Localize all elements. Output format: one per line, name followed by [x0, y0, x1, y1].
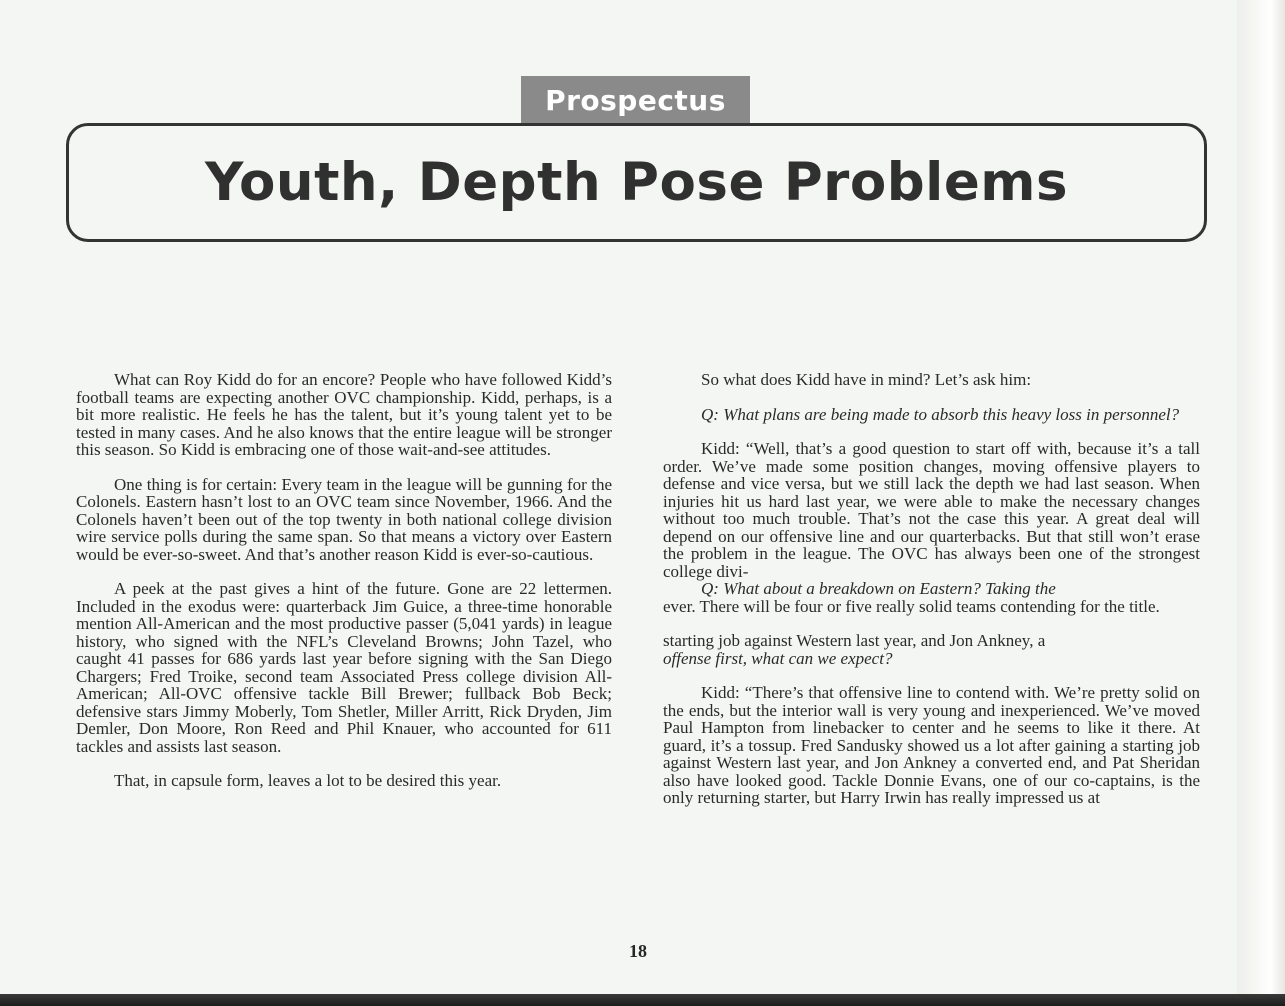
paragraph: That, in capsule form, leaves a lot to be desired this year.	[114, 771, 502, 790]
question: Q: What plans are being made to absorb this heavy loss in personnel?	[701, 404, 1180, 424]
answer-paragraph: Kidd: “Well, that’s a good question to start off with, because it’s a tall order. We’ve made some position changes, moving offensive players to defense and vice versa, but we still lack the depth we had last season. When injuries hit us hard last year, we were able to make the necessary changes without too much trouble. That’s not the case this year. A great deal will depend on our offensive line and our quarterbacks. But that still won’t erase the problem in the league. The OVC has always been one of the strongest college divi-	[663, 439, 1200, 581]
headline: Youth, Depth Pose Problems	[204, 152, 1069, 213]
question: Q: What about a breakdown on Eastern? Taking the	[701, 579, 1056, 598]
answer-paragraph: Kidd: “There’s that offensive line to contend with. We’re pretty solid on the ends, but the interior wall is very young and inexperienced. We’ve moved Paul Hampton from linebacker to center and he seems to like it there. At guard, it’s a tossup. Fred Sandusky showed us a lot after gaining a starting job against Western last year, and Jon Ankney a converted end, and Pat Sheridan also have looked good. Tackle Donnie Evans, one of our co-captains, is the only returning starter, but Harry Irwin has really impressed us at	[663, 683, 1200, 807]
paragraph: A peek at the past gives a hint of the future. Gone are 22 lettermen. Included in the exodus were: quarterback Jim Guice, a three-time honorable mention All-American and the most productive passer (5,041 yards) in league history, who signed with the NFL’s Cleveland Browns; John Tazel, who caught 41 passes for 686 yards last year before signing with the San Diego Chargers; Fred Troike, second team Associated Press college division All-American; All-OVC offensive tackle Bill Brewer; fullback Bob Beck; defensive stars Jimmy Moberly, Tom Shetler, Miller Arritt, Rick Dryden, Jim Demler, Don Moore, Ron Reed and Phil Knauer, who accounted for 611 tackles and assists last season.	[76, 579, 612, 756]
paragraph: One thing is for certain: Every team in the league will be gunning for the Colonels. Eastern hasn’t lost to an OVC team since November, 1966. And the Colonels haven’t been out of the top twenty in both national college division wire service polls during the same span. So that means a victory over Eastern would be ever-so-sweet. And that’s another reason Kidd is ever-so-cautious.	[76, 474, 612, 564]
left-column	[76, 371, 612, 790]
question: offense first, what can we expect?	[663, 648, 893, 668]
page-spine-shadow	[1237, 0, 1285, 1006]
paragraph: starting job against Western last year, and Jon Ankney, a	[663, 631, 1046, 650]
paragraph: ever. There will be four or five really solid teams contending for the title.	[663, 596, 1160, 616]
paragraph: What can Roy Kidd do for an encore? People who have followed Kidd’s football teams are expecting another OVC championship. Kidd, perhaps, is a bit more realistic. He feels he has the talent, but it’s young talent yet to be tested in many cases. And he also knows that the entire league will be stronger this season. So Kidd is embracing one of those wait-and-see attitudes.	[76, 370, 612, 459]
page-number: 18	[629, 941, 647, 961]
page-bottom-edge	[0, 994, 1285, 1006]
section-tab: Prospectus	[521, 76, 750, 126]
paragraph: So what does Kidd have in mind? Let’s ask him:	[701, 370, 1032, 389]
right-column	[663, 371, 1200, 807]
